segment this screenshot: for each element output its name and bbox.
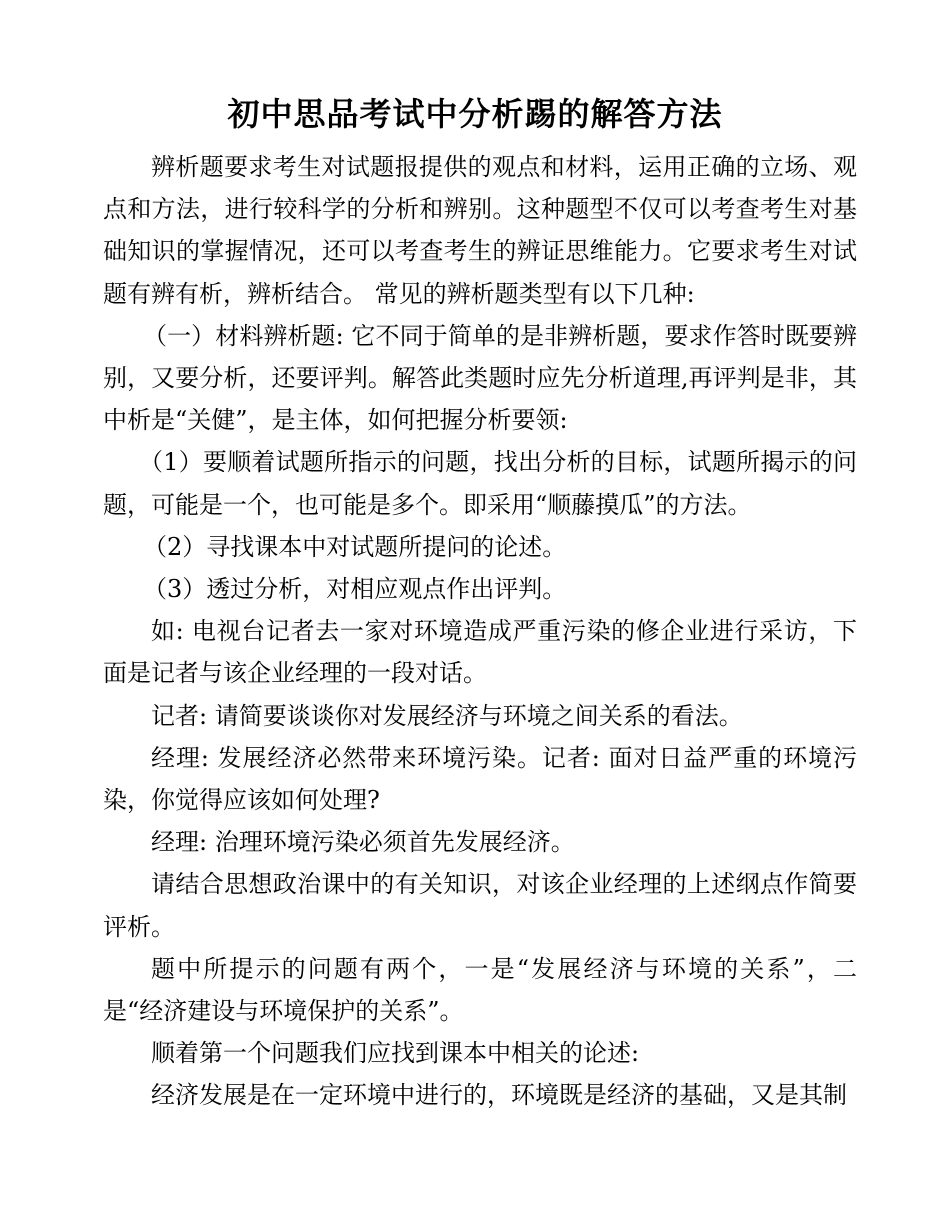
document-body	[103, 146, 857, 1117]
paragraph-step-3: （3）透过分析，对相应观点作出评判。	[143, 575, 567, 604]
paragraph-step-1: （1）要顺着试题所指示的问题，找出分析的目标，试题所揭示的问题，可能是一个，也可能是多个。即采用“顺藤摸瓜”的方法。	[103, 448, 857, 519]
paragraph-intro: 辨析题要求考生对试题报提供的观点和材料，运用正确的立场、观点和方法，进行较科学的分析和辨别。这种题型不仅可以考查考生对基础知识的掌握情况，还可以考查考生的辨证思维能力。它要求考生对试题有辨有析，辨析结合。 常见的辨析题类型有以下几种:	[103, 153, 857, 308]
paragraph-analysis: 题中所提示的问题有两个，一是“发展经济与环境的关系”，二是“经济建设与环境保护的关系”。	[103, 954, 857, 1026]
paragraph-first-issue: 顺着第一个问题我们应找到课本中相关的论述:	[151, 1039, 640, 1068]
paragraph-question: 请结合思想政治课中的有关知识，对该企业经理的上述纲点作简要评析。	[103, 870, 857, 941]
paragraph-example: 如: 电视台记者去一家对环境造成严重污染的修企业进行采访，下面是记者与该企业经理的一段对话。	[103, 617, 857, 688]
paragraph-manager-2: 经理: 治理环境污染必须首先发展经济。	[151, 828, 575, 857]
paragraph-reporter-1: 记者: 请简要谈谈你对发展经济与环境之间关系的看法。	[151, 701, 743, 730]
paragraph-step-2: （2）寻找课本中对试题所提问的论述。	[143, 532, 567, 561]
paragraph-manager-1: 经理: 发展经济必然带来环境污染。记者: 面对日益严重的环境污染，你觉得应该如何处理?	[103, 743, 857, 815]
paragraph-economy: 经济发展是在一定环境中进行的，环境既是经济的基础，又是其制	[151, 1081, 847, 1110]
paragraph-material-analysis: （一）材料辨析题: 它不同于简单的是非辨析题，要求作答时既要辨别，又要分析，还要评判。解答此类题时应先分析道理,再评判是非，其中析是“关健”，是主体，如何把握分析要领:	[103, 321, 857, 435]
document-title: 初中思品考试中分析踢的解答方法	[227, 95, 723, 133]
